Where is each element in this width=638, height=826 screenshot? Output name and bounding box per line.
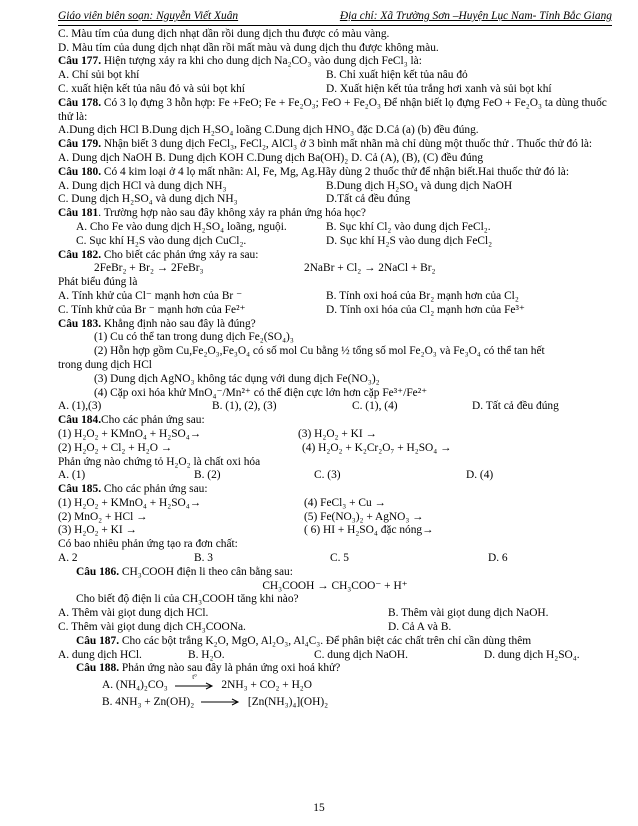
question-label: Câu 177. bbox=[58, 55, 102, 68]
question-label: Câu 184. bbox=[58, 414, 102, 427]
question-ask: Phản ứng nào chứng tỏ H₂O₂ là chất oxi hóa bbox=[58, 455, 261, 468]
equilibrium-equation: CH₃COOH → CH₃COO⁻ + H⁺ bbox=[262, 579, 408, 592]
answer-row bbox=[58, 304, 612, 318]
reaction-5: (5) Fe(NO₃)₂ + AgNO₃ → bbox=[304, 510, 424, 523]
reaction-a-reactants: A. (NH₄)₂CO₃ bbox=[102, 679, 168, 692]
question-183 bbox=[58, 318, 612, 332]
question-184 bbox=[58, 414, 612, 428]
header-author: Giáo viên biên soạn: Nguyễn Viết Xuân bbox=[58, 10, 239, 22]
statement-3: (3) Dung dịch AgNO₃ không tác dụng với dung dịch Fe(NO₃)₂ bbox=[94, 372, 380, 385]
answer-row bbox=[58, 221, 612, 235]
question-187 bbox=[58, 635, 612, 649]
question-label: Câu 187. bbox=[76, 634, 120, 647]
answer-row bbox=[58, 469, 612, 483]
answer-c: C. xuất hiện kết tủa nâu đỏ và sủi bọt khí bbox=[58, 82, 245, 95]
page-header bbox=[58, 10, 612, 26]
reaction-4: (4) H₂O₂ + K₂Cr₂O₇ + H₂SO₄ → bbox=[302, 441, 452, 454]
statement-2-cont: trong dung dịch HCl bbox=[58, 358, 152, 371]
question-179 bbox=[58, 138, 612, 152]
answer-a: A. Cho Fe vào dung dịch H₂SO₄ loãng, nguội. bbox=[76, 220, 287, 233]
question-text: Cho các phản ứng sau: bbox=[101, 483, 208, 496]
answer-b: B. 3 bbox=[194, 552, 213, 565]
answer-c: C. (1), (4) bbox=[352, 400, 398, 413]
reaction-b-products: [Zn(NH₃)₄](OH)₂ bbox=[247, 696, 329, 709]
question-181 bbox=[58, 207, 612, 221]
answer-b: B.Dung dịch H₂SO₄ và dung dịch NaOH bbox=[326, 179, 513, 192]
answer-d: D. dung dịch H₂SO₄. bbox=[484, 648, 580, 661]
answer-b: B. Tính oxi hoá của Br₂ mạnh hơn của Cl₂ bbox=[326, 289, 519, 302]
answer-row bbox=[58, 290, 612, 304]
question-text: Hiện tượng xảy ra khi cho dung dịch Na₂CO₃ vào dung dịch FeCl₃ là: bbox=[101, 55, 422, 68]
answer-row bbox=[58, 607, 612, 621]
question-text: Cho biết các phản ứng xảy ra sau: bbox=[101, 248, 259, 261]
question-180 bbox=[58, 166, 612, 180]
question-text: Cho các phản ứng sau: bbox=[101, 414, 205, 427]
answer-row bbox=[58, 235, 612, 249]
equation-row bbox=[58, 262, 612, 276]
answer-c: C. (3) bbox=[314, 469, 341, 482]
reaction-row bbox=[58, 442, 612, 456]
reaction-row bbox=[58, 511, 612, 525]
answer-a: A. Tính khử của Cl⁻ mạnh hơn của Br ⁻ bbox=[58, 289, 243, 302]
reaction-2: (2) H₂O₂ + Cl₂ + H₂O → bbox=[58, 441, 173, 454]
question-text: Nhận biết 3 dung dịch FeCl₃, FeCl₂, AlCl₃ ở 3 bình mất nhãn mà chỉ dùng một thuốc thử . Thuốc thử đó là: bbox=[101, 138, 593, 151]
statement-intro: Phát biểu đúng là bbox=[58, 276, 138, 289]
arrow-icon bbox=[201, 696, 241, 708]
answer-d: D. Sục khí H₂S vào dung dịch FeCl₂ bbox=[326, 234, 493, 247]
reaction-b-reactants: B. 4NH₃ + Zn(OH)₂ bbox=[102, 696, 195, 709]
question-177 bbox=[58, 55, 612, 69]
answer-row bbox=[58, 621, 612, 635]
reaction-6: ( 6) HI + H₂SO₄ đặc nóng→ bbox=[304, 524, 434, 537]
answer-c: C. 5 bbox=[330, 552, 349, 565]
answer-row bbox=[58, 649, 612, 663]
question-text: Phản ứng nào sau đây là phản ứng oxi hoá khử? bbox=[119, 662, 341, 675]
question-178 bbox=[58, 97, 612, 125]
question-text: Khẳng định nào sau đây là đúng? bbox=[101, 317, 256, 330]
reaction-row bbox=[58, 428, 612, 442]
answer-options: A.Dung dịch HCl B.Dung dịch H₂SO₄ loãng C.Dung dịch HNO₃ đặc D.Cả (a) (b) đều đúng. bbox=[58, 124, 479, 137]
question-text: CH₃COOH điện li theo cân bằng sau: bbox=[119, 565, 293, 578]
answer-options: A. Dung dịch NaOH B. Dung dịch KOH C.Dung dịch Ba(OH)₂ D. Cả (A), (B), (C) đều đúng bbox=[58, 151, 484, 164]
answer-b: B. H₂O. bbox=[188, 648, 225, 661]
question-182 bbox=[58, 249, 612, 263]
question-label: Câu 185. bbox=[58, 483, 102, 496]
question-label: Câu 183. bbox=[58, 317, 102, 330]
question-ask: Có bao nhiêu phản ứng tạo ra đơn chất: bbox=[58, 538, 238, 551]
answer-row bbox=[58, 552, 612, 566]
answer-a: A. dung dịch HCl. bbox=[58, 648, 142, 661]
answer-d: D. Tính oxi hóa của Cl₂ mạnh hơn của Fe³⁺ bbox=[326, 303, 525, 316]
reaction-a bbox=[58, 672, 612, 693]
answer-d: D. Xuất hiện kết tủa trắng hơi xanh và sủi bọt khí bbox=[326, 82, 552, 95]
answer-d: D. Tất cả đều đúng bbox=[472, 400, 559, 413]
heat-label: t° bbox=[192, 672, 197, 681]
answer-b: B. (1), (2), (3) bbox=[212, 400, 277, 413]
answer-b: B. Sục khí Cl₂ vào dung dịch FeCl₂. bbox=[326, 220, 491, 233]
answer-d: D.Tất cả đều đúng bbox=[326, 193, 411, 206]
reaction-1: (1) H₂O₂ + KMnO₄ + H₂SO₄→ bbox=[58, 496, 202, 509]
answer-c: C. Dung dịch H₂SO₄ và dung dịch NH₃ bbox=[58, 193, 238, 206]
answer-a: A. 2 bbox=[58, 552, 78, 565]
question-label: Câu 179. bbox=[58, 138, 102, 151]
question-text: Có 3 lọ đựng 3 hỗn hợp: Fe +FeO; Fe + Fe₂O₃; FeO + Fe₂O₃ Để nhận biết lọ đựng FeO + Fe₂O₃ ta dùng thuốc thử là: bbox=[58, 96, 607, 123]
option-line: D. Màu tím của dung dịch nhạt dần rồi mất màu và dung dịch thu được không màu. bbox=[58, 41, 439, 54]
question-ask: Cho biết độ điện li của CH₃COOH tăng khi nào? bbox=[76, 593, 299, 606]
answer-d: D. 6 bbox=[488, 552, 508, 565]
question-label: Câu 186. bbox=[76, 565, 120, 578]
answer-a: A. (1),(3) bbox=[58, 400, 102, 413]
reaction-row bbox=[58, 524, 612, 538]
answer-c: C. Sục khí H₂S vào dung dịch CuCl₂. bbox=[76, 234, 247, 247]
option-line: C. Màu tím của dung dịch nhạt dần rồi dung dịch thu được có màu vàng. bbox=[58, 27, 390, 40]
reaction-3: (3) H₂O₂ + KI → bbox=[298, 427, 377, 440]
answer-row bbox=[58, 83, 612, 97]
question-186 bbox=[58, 566, 612, 580]
equation-1: 2FeBr₂ + Br₂ → 2FeBr₃ bbox=[94, 262, 204, 275]
header-address: Địa chỉ: Xã Trường Sơn –Huyện Lục Nam- Tỉnh Bắc Giang bbox=[339, 10, 612, 22]
question-185 bbox=[58, 483, 612, 497]
reaction-3: (3) H₂O₂ + KI → bbox=[58, 524, 137, 537]
heat-arrow-icon bbox=[175, 672, 215, 692]
answer-row bbox=[58, 193, 612, 207]
answer-c: C. dung dịch NaOH. bbox=[314, 648, 408, 661]
answer-a: A. (1) bbox=[58, 469, 86, 482]
question-188 bbox=[58, 662, 612, 676]
question-text: . Trường hợp nào sau đây không xảy ra phản ứng hóa học? bbox=[98, 207, 366, 220]
answer-d: D. Cả A và B. bbox=[388, 621, 452, 634]
statement-1: (1) Cu có thể tan trong dung dịch Fe₂(SO₄)₃ bbox=[94, 331, 294, 344]
statement-4: (4) Cặp oxi hóa khử MnO₄⁻/Mn²⁺ có thế điện cực lớn hơn cặp Fe³⁺/Fe²⁺ bbox=[94, 386, 428, 399]
page-number: 15 bbox=[313, 802, 325, 815]
answer-a: A. Dung dịch HCl và dung dịch NH₃ bbox=[58, 179, 227, 192]
answer-c: C. Thêm vài giọt dung dịch CH₃COONa. bbox=[58, 621, 246, 634]
reaction-2: (2) MnO₂ + HCl → bbox=[58, 510, 148, 523]
statement-2: (2) Hỗn hợp gồm Cu,Fe₂O₃,Fe₃O₄ có số mol Cu bằng ½ tổng số mol Fe₂O₃ và Fe₃O₄ có thể tan hết bbox=[94, 345, 545, 358]
answer-b: B. Thêm vài giọt dung dịch NaOH. bbox=[388, 607, 549, 620]
question-label: Câu 182. bbox=[58, 248, 102, 261]
question-label: Câu 178. bbox=[58, 96, 102, 109]
question-text: Cho các bột trắng K₂O, MgO, Al₂O₃, Al₄C₃. Để phân biệt các chất trên chỉ cần dùng thêm bbox=[119, 634, 532, 647]
reaction-4: (4) FeCl₃ + Cu → bbox=[304, 496, 386, 509]
answer-d: D. (4) bbox=[466, 469, 494, 482]
answer-row bbox=[58, 180, 612, 194]
equation-2: 2NaBr + Cl₂ → 2NaCl + Br₂ bbox=[304, 262, 436, 275]
reaction-1: (1) H₂O₂ + KMnO₄ + H₂SO₄→ bbox=[58, 427, 202, 440]
answer-a: A. Thêm vài giọt dung dịch HCl. bbox=[58, 607, 209, 620]
reaction-b bbox=[58, 696, 612, 710]
answer-row bbox=[58, 400, 612, 414]
question-label: Câu 181 bbox=[58, 207, 99, 220]
question-label: Câu 188. bbox=[76, 662, 120, 675]
answer-c: C. Tính khử của Br ⁻ mạnh hơn của Fe²⁺ bbox=[58, 303, 246, 316]
reaction-row bbox=[58, 497, 612, 511]
answer-b: B. (2) bbox=[194, 469, 221, 482]
question-label: Câu 180. bbox=[58, 165, 102, 178]
answer-row bbox=[58, 69, 612, 83]
answer-b: B. Chỉ xuất hiện kết tủa nâu đỏ bbox=[326, 69, 468, 82]
question-text: Có 4 kim loại ở 4 lọ mất nhãn: Al, Fe, Mg, Ag.Hãy dùng 2 thuốc thử để nhận biết.Hai thuốc thử đó là: bbox=[101, 165, 569, 178]
reaction-a-products: 2NH₃ + CO₂ + H₂O bbox=[221, 679, 312, 692]
answer-a: A. Chỉ sủi bọt khí bbox=[58, 69, 140, 82]
